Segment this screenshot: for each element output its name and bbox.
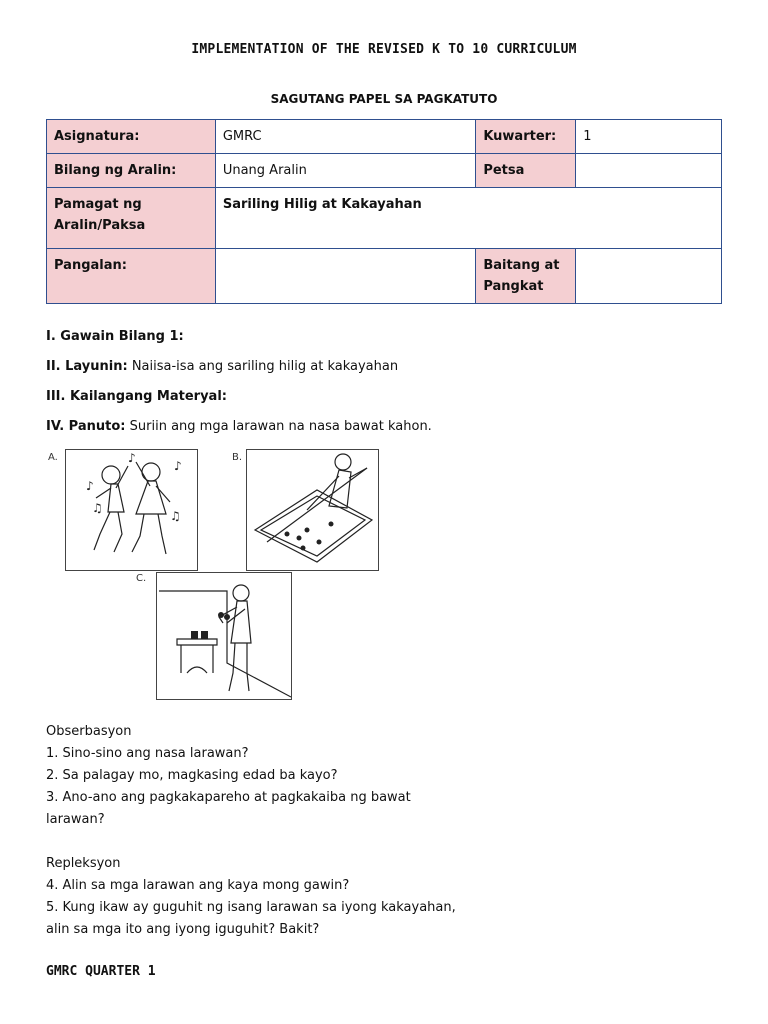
baitang-value (576, 249, 722, 304)
svg-text:♪: ♪ (86, 479, 94, 493)
pangalan-value (215, 249, 475, 304)
question-1: 1. Sino-sino ang nasa larawan? (46, 746, 249, 761)
pamagat-label-line2: Aralin/Paksa (54, 218, 146, 233)
kuwarter-label: Kuwarter: (476, 120, 576, 154)
repleksyon-heading: Repleksyon (46, 856, 121, 871)
panuto-label: IV. Panuto: (46, 419, 126, 434)
pangalan-label: Pangalan: (47, 249, 216, 304)
svg-text:♪: ♪ (174, 459, 182, 473)
picture-b-letter: B. (232, 452, 243, 463)
info-table (46, 119, 722, 304)
question-5-line2: alin sa mga ito ang iyong iguguhit? Bakit? (46, 922, 320, 937)
panuto-text: Suriin ang mga larawan na nasa bawat kahon. (125, 419, 432, 434)
pamagat-label-line1: Pamagat ng (54, 197, 142, 212)
baitang-label-line2: Pangkat (483, 279, 544, 294)
baitang-label (476, 249, 576, 304)
svg-text:♫: ♫ (92, 501, 103, 515)
layunin-line (46, 359, 398, 374)
pamagat-value: Sariling Hilig at Kakayahan (215, 188, 721, 249)
asignatura-label: Asignatura: (47, 120, 216, 154)
pamagat-label (47, 188, 216, 249)
picture-a-letter: A. (48, 452, 58, 463)
bilang-value: Unang Aralin (215, 154, 475, 188)
layunin-label: II. Layunin: (46, 359, 128, 374)
gawain-label: I. Gawain Bilang 1: (46, 329, 184, 344)
materyal-label: III. Kailangang Materyal: (46, 389, 227, 404)
page-footer: GMRC QUARTER 1 (46, 964, 156, 979)
panuto-line (46, 419, 432, 434)
document-title: IMPLEMENTATION OF THE REVISED K TO 10 CURRICULUM (191, 42, 577, 57)
juggling-illustration (157, 573, 291, 699)
obserbasyon-section (46, 721, 411, 831)
picture-a-dancing (65, 449, 198, 571)
picture-c-letter: C. (136, 573, 147, 584)
materyal-line (46, 389, 227, 404)
layunin-text: Naiisa-isa ang sariling hilig at kakayahan (127, 359, 399, 374)
question-5-line1: 5. Kung ikaw ay guguhit ng isang larawan sa iyong kakayahan, (46, 900, 456, 915)
picture-c-juggling (156, 572, 292, 700)
document-subtitle: SAGUTANG PAPEL SA PAGKATUTO (270, 92, 498, 106)
repleksyon-section (46, 853, 456, 941)
asignatura-value: GMRC (215, 120, 475, 154)
question-3-line2: larawan? (46, 812, 105, 827)
question-3-line1: 3. Ano-ano ang pagkakapareho at pagkakaiba ng bawat (46, 790, 411, 805)
billiards-illustration (247, 450, 378, 570)
svg-text:♫: ♫ (170, 509, 181, 523)
question-4: 4. Alin sa mga larawan ang kaya mong gawin? (46, 878, 350, 893)
question-2: 2. Sa palagay mo, magkasing edad ba kayo? (46, 768, 338, 783)
petsa-label: Petsa (476, 154, 576, 188)
obserbasyon-heading: Obserbasyon (46, 724, 132, 739)
dancing-children-illustration (66, 450, 197, 570)
bilang-label: Bilang ng Aralin: (47, 154, 216, 188)
svg-text:♪: ♪ (128, 451, 136, 465)
picture-b-billiards (246, 449, 379, 571)
gawain-heading (46, 329, 184, 344)
baitang-label-line1: Baitang at (483, 258, 560, 273)
kuwarter-value: 1 (576, 120, 722, 154)
petsa-value (576, 154, 722, 188)
